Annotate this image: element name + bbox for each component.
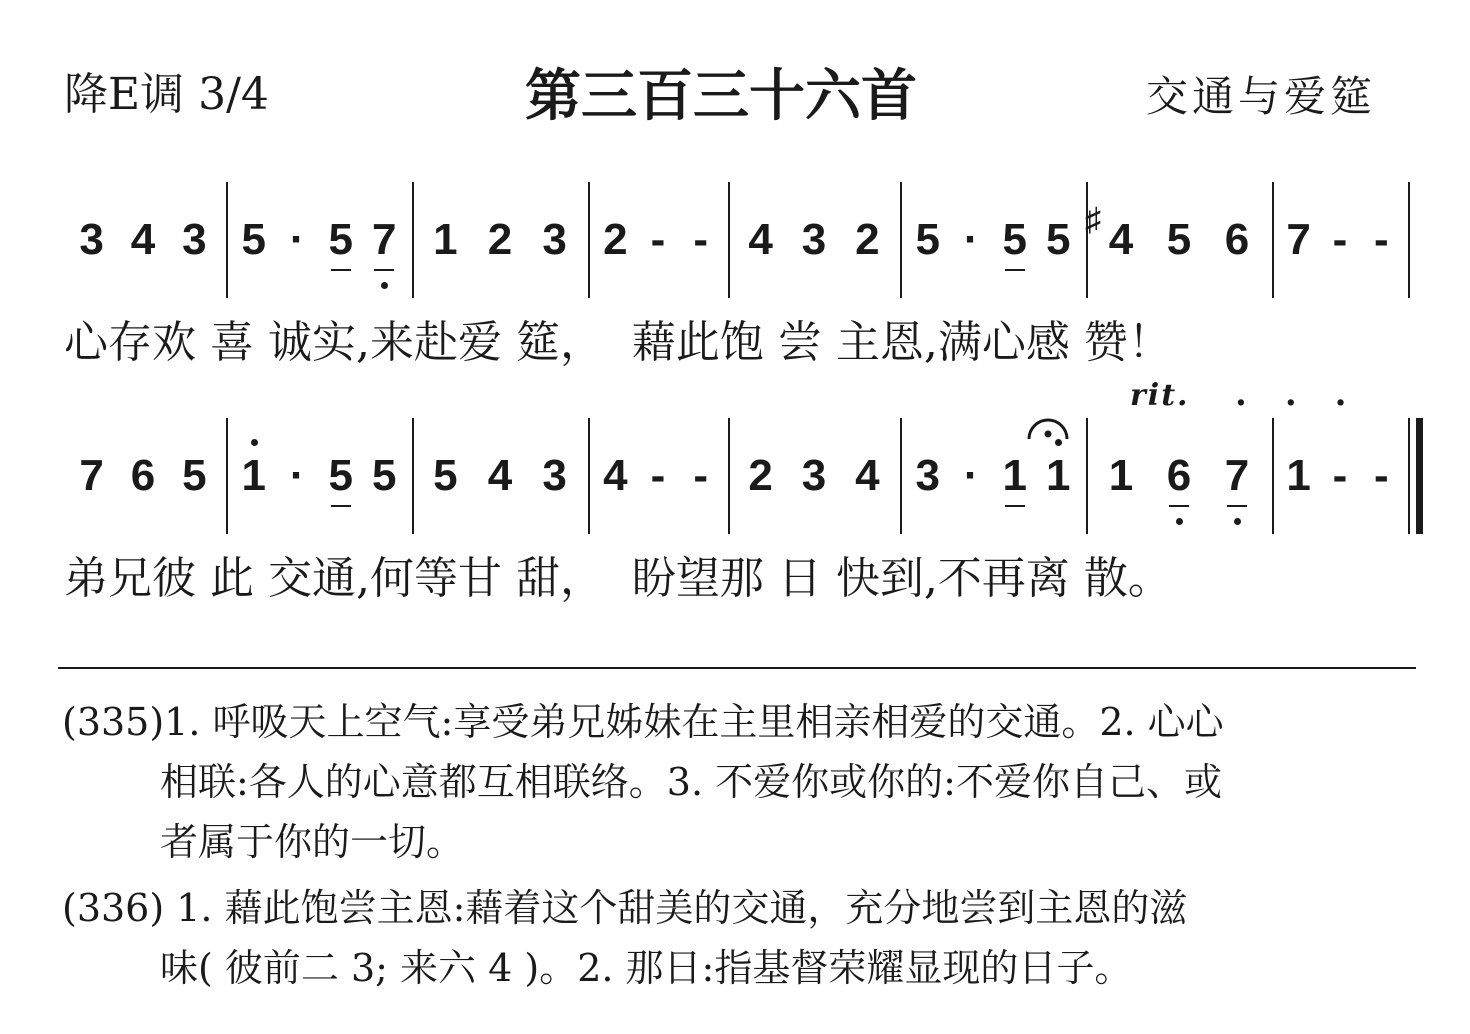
note-digit: 3 bbox=[182, 215, 207, 264]
augmentation-dot: · bbox=[963, 451, 979, 500]
note-digit: 5 bbox=[1001, 215, 1029, 265]
lyrics-line-2: 弟兄彼 此 交通,何等甘 甜， 盼望那 日 快到,不再离 散。 bbox=[64, 553, 1172, 604]
note-digit: 5 bbox=[182, 451, 207, 500]
note-digit: 5 bbox=[1166, 215, 1192, 264]
augmentation-dot: · bbox=[963, 215, 979, 264]
footnote-336-line-1: (336) 1. 藉此饱尝主恩:藉着这个甜美的交通，充分地尝到主恩的滋 bbox=[62, 886, 1188, 930]
bar-line bbox=[1408, 418, 1410, 534]
note-digit: 7 bbox=[1223, 451, 1251, 501]
bar-line bbox=[1272, 182, 1274, 298]
measure bbox=[1278, 446, 1402, 506]
notation-line-2 bbox=[60, 418, 1420, 538]
bar-line bbox=[588, 418, 590, 534]
measure bbox=[66, 210, 220, 270]
bar-line bbox=[1086, 418, 1088, 534]
footnote-336 bbox=[62, 878, 1187, 998]
note-digit: 1 bbox=[1044, 451, 1072, 501]
dash-note: - bbox=[650, 215, 666, 264]
note-digit: 7 bbox=[370, 215, 398, 265]
note-digit: 5 bbox=[327, 451, 355, 501]
octave-dot-above bbox=[251, 439, 258, 446]
bar-line bbox=[1086, 182, 1088, 298]
note-digit: 4 bbox=[603, 451, 628, 500]
measure bbox=[734, 446, 894, 506]
dash-note: - bbox=[693, 215, 708, 264]
measure bbox=[1092, 446, 1266, 506]
note-digit: 5 bbox=[372, 451, 397, 500]
bar-line bbox=[412, 182, 414, 298]
bar-line bbox=[226, 182, 228, 298]
measure bbox=[66, 446, 220, 506]
dash-note: - bbox=[1332, 215, 1348, 264]
dash-note: - bbox=[1373, 451, 1389, 500]
note-digit: 1 bbox=[240, 451, 268, 501]
note-digit: 5 bbox=[1046, 215, 1071, 264]
note-digit: 3 bbox=[542, 215, 567, 264]
lyrics-line-1: 心存欢 喜 诚实,来赴爱 筵， 藉此饱 尝 主恩,满心感 赞！ bbox=[64, 317, 1172, 368]
underline-mark bbox=[1227, 505, 1247, 507]
bar-line bbox=[1408, 182, 1410, 298]
note-digit: 5 bbox=[433, 451, 458, 500]
bar-line bbox=[728, 418, 730, 534]
note-digit: 6 bbox=[1224, 215, 1250, 264]
note-digit: 4 bbox=[748, 215, 773, 264]
bar-line bbox=[412, 418, 414, 534]
ritardando-dots: ... bbox=[1235, 374, 1385, 414]
note-digit: 1 bbox=[1286, 451, 1311, 500]
note-digit: 3 bbox=[801, 215, 827, 264]
underline-mark bbox=[1005, 505, 1025, 507]
ritardando-marking: rit. bbox=[1130, 378, 1190, 413]
measure bbox=[232, 446, 406, 506]
measure bbox=[1085, 201, 1266, 270]
underline-mark bbox=[1169, 505, 1189, 507]
note-digit: 7 bbox=[1286, 215, 1311, 264]
note-digit: 2 bbox=[855, 215, 880, 264]
footnote-335-line-2: 相联:各人的心意都互相联络。3. 不爱你或你的:不爱你自己、或 bbox=[160, 760, 1222, 804]
note-digit: 3 bbox=[915, 451, 940, 500]
octave-dot-below bbox=[1176, 518, 1183, 525]
note-digit: 4 bbox=[130, 215, 156, 264]
octave-dot-below bbox=[1234, 518, 1241, 525]
bar-line bbox=[1272, 418, 1274, 534]
note-digit: 3 bbox=[79, 215, 104, 264]
notation-line-1 bbox=[60, 182, 1420, 302]
measure bbox=[1278, 210, 1402, 270]
dash-note: - bbox=[1373, 215, 1389, 264]
note-digit: 2 bbox=[487, 215, 513, 264]
measure bbox=[906, 446, 1080, 506]
note-digit: 5 bbox=[327, 215, 355, 265]
measure bbox=[594, 446, 722, 506]
note-digit: 4 ♯ bbox=[1085, 201, 1134, 264]
note-digit: 6 bbox=[130, 451, 156, 500]
note-digit: 6 bbox=[1165, 451, 1193, 501]
hymn-title: 第三百三十六首 bbox=[525, 64, 917, 129]
sharp-icon: ♯ bbox=[1085, 201, 1101, 237]
underline-mark bbox=[331, 269, 351, 271]
underline-mark bbox=[1005, 269, 1025, 271]
octave-dot-below bbox=[381, 282, 388, 289]
augmentation-dot: · bbox=[289, 451, 305, 500]
measure bbox=[418, 210, 582, 270]
bar-line bbox=[900, 418, 902, 534]
measure bbox=[418, 446, 582, 506]
underline-mark bbox=[374, 269, 394, 271]
footnote-335-line-3: 者属于你的一切。 bbox=[160, 820, 465, 864]
bar-line bbox=[588, 182, 590, 298]
footnote-335 bbox=[62, 692, 1224, 872]
note-digit: 5 bbox=[241, 215, 266, 264]
note-digit: 7 bbox=[79, 451, 104, 500]
note-digit: 1 bbox=[433, 215, 458, 264]
underline-mark bbox=[331, 505, 351, 507]
measure bbox=[232, 210, 406, 270]
note-digit: 3 bbox=[542, 451, 567, 500]
note-digit: 2 bbox=[748, 451, 773, 500]
note-digit: 4 bbox=[487, 451, 513, 500]
dash-note: - bbox=[1332, 451, 1348, 500]
note-digit: 5 bbox=[915, 215, 940, 264]
dash-note: - bbox=[693, 451, 708, 500]
note-digit: 3 bbox=[801, 451, 827, 500]
octave-dot-above bbox=[1055, 439, 1062, 446]
footnote-335-line-1: (335)1. 呼吸天上空气:享受弟兄姊妹在主里相亲相爱的交通。2. 心心 bbox=[62, 700, 1224, 744]
measure bbox=[734, 210, 894, 270]
divider-rule bbox=[58, 667, 1416, 669]
measure bbox=[594, 210, 722, 270]
footnote-336-line-2: 味( 彼前二 3; 来六 4 )。2. 那日:指基督荣耀显现的日子。 bbox=[160, 946, 1133, 990]
final-bar-line bbox=[1416, 418, 1423, 534]
key-signature: 降E调 3/4 bbox=[64, 69, 269, 120]
measure bbox=[906, 210, 1080, 270]
note-digit: 4 bbox=[855, 451, 880, 500]
bar-line bbox=[226, 418, 228, 534]
hymn-category: 交通与爱筵 bbox=[1146, 72, 1377, 121]
note-digit: 2 bbox=[603, 215, 628, 264]
bar-line bbox=[900, 182, 902, 298]
bar-line bbox=[728, 182, 730, 298]
dash-note: - bbox=[650, 451, 666, 500]
note-digit: 1 bbox=[1001, 451, 1029, 501]
augmentation-dot: · bbox=[289, 215, 305, 264]
note-digit: 1 bbox=[1108, 451, 1134, 500]
